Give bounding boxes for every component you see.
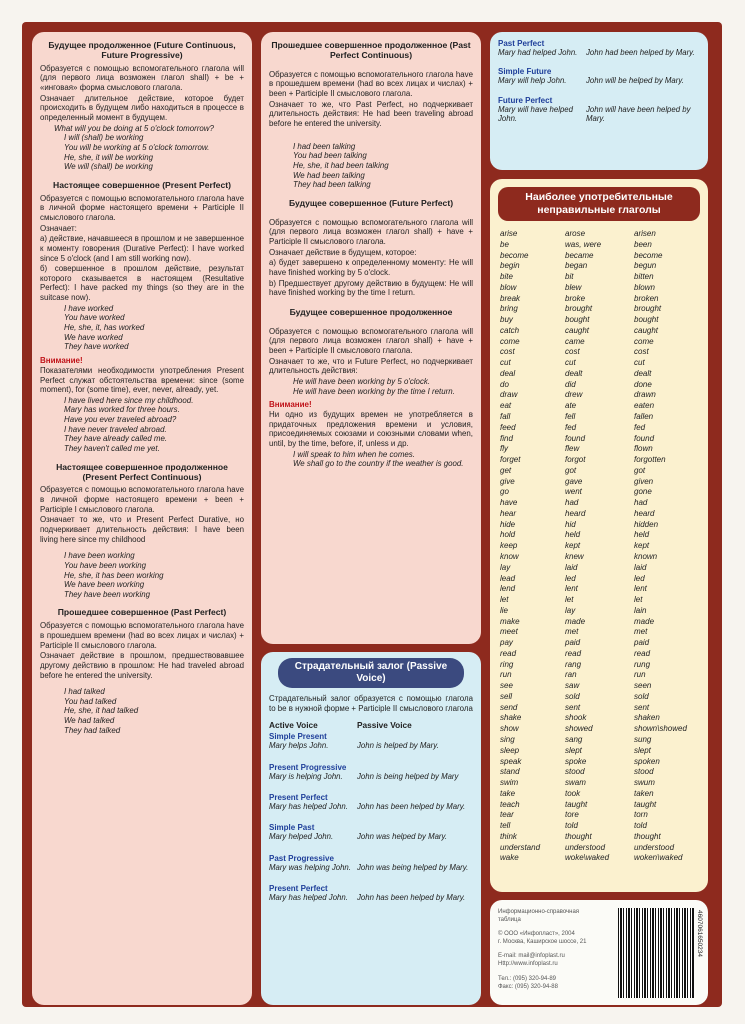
verb-form: found: [565, 433, 586, 443]
verb-form: heard: [565, 508, 586, 518]
verb-form: sold: [565, 691, 580, 701]
verb-form: brought: [565, 304, 593, 314]
info-line: г. Москва, Каширское шоссе, 21: [498, 939, 587, 946]
verb-form: take: [500, 788, 516, 798]
passive-example: John had been helped by Mary.: [586, 48, 695, 57]
verb-form: have: [500, 498, 518, 508]
verb-form: forgot: [565, 455, 586, 465]
verb-form: swim: [500, 778, 519, 788]
verb-form: fly: [500, 444, 508, 454]
verb-form: heard: [634, 508, 655, 518]
verb-form: eaten: [634, 401, 655, 411]
verb-form: sold: [634, 691, 649, 701]
verb-form: blew: [565, 282, 582, 292]
panel-irregular-verbs: [490, 179, 708, 892]
verb-form: given: [634, 476, 654, 486]
verb-form: let: [565, 595, 574, 605]
verb-form: swam: [565, 778, 586, 788]
verb-form: show: [500, 724, 519, 734]
info-line: Http://www.infoplast.ru: [498, 961, 558, 968]
barcode-number: 4607061650234: [696, 910, 703, 957]
verb-form: seen: [634, 681, 652, 691]
verb-form: bought: [565, 315, 590, 325]
text: Образуется с помощью вспомогательного глагола have в личной форме настоящего времени + Participle II смыслового глагола.: [40, 193, 244, 222]
verb-form: meet: [500, 627, 518, 637]
verb-form: stood: [634, 767, 654, 777]
verb-form: been: [634, 239, 652, 249]
verb-form: rang: [565, 659, 582, 669]
verb-form: let: [500, 595, 509, 605]
verb-form: catch: [500, 325, 520, 335]
verb-form: got: [634, 465, 646, 475]
verb-form: come: [634, 336, 654, 346]
example: We shall go to the country if the weather is good.: [293, 459, 464, 469]
verb-form: kept: [565, 541, 581, 551]
text: Ни одно из будущих времен не употребляется в придаточных предложения времени и условия, присоединяемых союзами и союзными словами when, until, by the time, before, if, unless и др.: [269, 410, 473, 449]
tense-name: Future Perfect: [498, 95, 553, 105]
text: Образуется с помощью вспомогательного глагола will (для первого лица возможен глагол shall) + have + Participle II смыслового глагола.: [269, 217, 473, 246]
verb-form: sent: [634, 702, 650, 712]
past-simple-column: [565, 229, 609, 864]
barcode: [618, 908, 694, 998]
passive-example: John will be helped by Mary.: [586, 76, 684, 86]
verb-form: got: [565, 465, 577, 475]
passive-example: John will have been helped by Mary.: [586, 104, 691, 124]
verb-form: arise: [500, 229, 518, 238]
verb-form: drew: [565, 390, 583, 400]
verb-form: made: [634, 616, 655, 626]
panel-passive-voice: [261, 652, 481, 1005]
verb-form: blow: [500, 282, 517, 292]
verb-form: bit: [565, 272, 574, 282]
example: They had talked: [64, 725, 121, 735]
verb-form: woke\waked: [565, 853, 610, 863]
text: Образуется с помощью вспомогательного глагола have в прошедшем времени (had во всех лицах и числах) + Participle II смыслового глагола.: [40, 621, 244, 650]
verb-form: tell: [500, 821, 511, 831]
verb-form: bitten: [634, 272, 654, 282]
verb-form: told: [634, 821, 647, 831]
heading-future-perfect: Будущее совершенное (Future Perfect): [288, 197, 454, 208]
verb-form: buy: [500, 315, 513, 325]
passive-example: John has been helped by Mary.: [357, 892, 466, 902]
verb-form: rung: [634, 659, 651, 669]
verb-form: ate: [565, 401, 577, 411]
active-example: Mary helped John.: [269, 832, 334, 842]
verb-form: torn: [634, 810, 648, 820]
tense-name: Past Progressive: [269, 853, 334, 863]
verb-form: arisen: [634, 229, 656, 238]
verb-form: broken: [634, 293, 659, 303]
example: I have worked: [64, 303, 114, 313]
example: You had talked: [64, 696, 117, 706]
verb-form: fallen: [634, 412, 654, 422]
verb-form: kept: [634, 541, 650, 551]
example: He will have been working by the time I return.: [293, 386, 455, 396]
verb-form: dealt: [634, 368, 652, 378]
verb-form: run: [634, 670, 646, 680]
verb-form: deal: [500, 368, 516, 378]
verb-form: arose: [565, 229, 586, 238]
verb-form: stand: [500, 767, 520, 777]
tense-name: Past Perfect: [498, 39, 545, 48]
verb-form: hid: [565, 519, 576, 529]
panel-publisher-info: [490, 900, 708, 1005]
verb-form: flown: [634, 444, 653, 454]
verb-form: saw: [565, 681, 580, 691]
verb-form: do: [500, 379, 509, 389]
verb-form: bring: [500, 304, 518, 314]
infinitive-column: [500, 229, 540, 864]
text: Означает то же, что и Present Perfect Durative, но подчеркивает длительность действия: I have been living here since my childhood: [40, 515, 244, 544]
example: What will you be doing at 5 o'clock tomorrow?: [54, 123, 214, 133]
verb-form: met: [565, 627, 579, 637]
tense-name: Simple Past: [269, 823, 315, 833]
example: They haven't called me yet.: [64, 444, 160, 454]
verb-form: taken: [634, 788, 654, 798]
verb-form: slept: [634, 745, 651, 755]
past-participle-column: [634, 229, 687, 864]
verb-form: fall: [500, 412, 511, 422]
tense-name: Present Perfect: [269, 792, 328, 802]
verb-form: sent: [565, 702, 581, 712]
example: I have never traveled abroad.: [64, 424, 167, 434]
verb-form: went: [565, 487, 582, 497]
verb-form: find: [500, 433, 513, 443]
verb-form: hide: [500, 519, 516, 529]
verb-form: flew: [565, 444, 580, 454]
verb-form: forget: [500, 455, 521, 465]
verb-form: forgotten: [634, 455, 666, 465]
verb-form: found: [634, 433, 655, 443]
verb-form: bought: [634, 315, 659, 325]
verb-form: sing: [500, 734, 515, 744]
active-example: Mary helps John.: [269, 741, 329, 751]
example: We had talked: [64, 716, 115, 726]
verb-form: caught: [565, 325, 590, 335]
verb-form: fed: [634, 422, 646, 432]
verb-form: send: [500, 702, 518, 712]
verb-form: dealt: [565, 368, 583, 378]
irregular-verbs-title: Наиболее употребительные неправильные глаголы: [498, 187, 700, 221]
text: b) Предшествует другому действию в будущем: He will have finished working by the time I return.: [269, 278, 473, 298]
verb-form: lent: [634, 584, 647, 594]
verb-form: be: [500, 239, 509, 249]
verb-form: spoken: [634, 756, 660, 766]
verb-form: give: [500, 476, 515, 486]
verb-form: begun: [634, 261, 657, 271]
verb-form: brought: [634, 304, 662, 314]
verb-form: bite: [500, 272, 513, 282]
example: They had been talking: [293, 180, 371, 190]
example: We will (shall) be working: [64, 162, 153, 172]
verb-form: feed: [500, 422, 516, 432]
verb-form: was, were: [565, 239, 602, 249]
verb-form: fed: [565, 422, 577, 432]
example: You have been working: [64, 560, 147, 570]
example: He, she, it had been talking: [293, 160, 389, 170]
verb-form: read: [500, 648, 517, 658]
verb-form: caught: [634, 325, 659, 335]
verb-form: done: [634, 379, 652, 389]
verb-form: lead: [500, 573, 516, 583]
verb-form: thought: [634, 831, 661, 841]
info-line: © ООО «Инфопласт», 2004: [498, 931, 575, 938]
verb-form: led: [565, 573, 576, 583]
verb-form: took: [565, 788, 581, 798]
verb-form: led: [634, 573, 645, 583]
tense-name: Simple Present: [269, 732, 327, 742]
verb-form: became: [565, 250, 594, 260]
verb-form: slept: [565, 745, 582, 755]
example: He, she, it has been working: [64, 570, 164, 580]
verb-form: speak: [500, 756, 522, 766]
example: I have been working: [64, 551, 135, 561]
verb-form: wake: [500, 853, 519, 863]
example: They have worked: [64, 342, 129, 352]
verb-form: lay: [500, 562, 511, 572]
verb-form: showed: [565, 724, 593, 734]
heading-past-perfect: Прошедшее совершенное (Past Perfect): [57, 607, 227, 618]
verb-form: hear: [500, 508, 517, 518]
example: We had been talking: [293, 170, 365, 180]
verb-form: draw: [500, 390, 518, 400]
example: You have worked: [64, 313, 125, 323]
column-header-passive: Passive Voice: [357, 720, 412, 731]
text: а) действие, начавшееся в прошлом и не завершенное к моменту говорения (Durative Perfect): I have worked since 5 o'clock (and I am still working now).: [40, 234, 244, 263]
verb-form: lay: [565, 605, 576, 615]
verb-form: had: [634, 498, 648, 508]
verb-form: understood: [634, 842, 675, 852]
verb-form: understand: [500, 842, 541, 852]
verb-form: laid: [565, 562, 578, 572]
verb-form: blown: [634, 282, 655, 292]
example: They have been working: [64, 589, 150, 599]
verb-form: sleep: [500, 745, 520, 755]
verb-form: let: [634, 595, 643, 605]
verb-form: knew: [565, 551, 584, 561]
verb-form: hidden: [634, 519, 659, 529]
info-line: Факс: (095) 320-94-88: [498, 983, 558, 990]
example: He, she, it, has worked: [64, 323, 145, 332]
active-example: Mary is helping John.: [269, 771, 343, 781]
verb-form: met: [634, 627, 648, 637]
verb-form: know: [500, 551, 519, 561]
verb-form: did: [565, 379, 576, 389]
verb-form: understood: [565, 842, 606, 852]
passive-voice-title: Страдательный залог (Passive Voice): [278, 658, 464, 688]
verb-form: teach: [500, 799, 520, 809]
verb-form: taught: [634, 799, 657, 809]
text: Образуется с помощью вспомогательного глагола will (для первого лица возможен глагол shall) + be + «инговая» форма смыслового глагола.: [40, 63, 244, 93]
passive-example: John was helped by Mary.: [357, 832, 447, 842]
info-line: Тел.: (095) 320-94-89: [498, 975, 556, 982]
example: I will speak to him when he comes.: [293, 449, 415, 459]
verb-form: held: [565, 530, 581, 540]
verb-form: cost: [634, 347, 649, 357]
active-example: Mary was helping John.: [269, 862, 351, 872]
text: Означает длительное действие, которое будет происходить в будущем либо находиться в процессе в определенный момент в будущем.: [40, 93, 244, 122]
panel-col2: [261, 32, 481, 644]
verb-form: had: [565, 498, 579, 508]
verb-form: pay: [500, 638, 513, 648]
verb-form: shaken: [634, 713, 660, 723]
passive-example: John is helped by Mary.: [357, 741, 439, 751]
verb-form: swum: [634, 778, 655, 788]
verb-form: become: [634, 250, 663, 260]
verb-form: think: [500, 831, 517, 841]
active-example: Mary will help John.: [498, 76, 567, 86]
verb-form: tear: [500, 810, 514, 820]
verb-form: known: [634, 551, 658, 561]
verb-form: gone: [634, 487, 652, 497]
example: You will be working at 5 o'clock tomorrow.: [64, 142, 210, 152]
verb-form: eat: [500, 401, 512, 411]
example: He, she, it had talked: [64, 706, 139, 716]
verb-form: cut: [500, 358, 511, 368]
verb-form: lain: [634, 605, 647, 615]
verb-form: begin: [500, 261, 520, 271]
info-line: E-mail: mail@infoplast.ru: [498, 953, 565, 960]
passive-example: John has been helped by Mary.: [357, 801, 466, 811]
verb-form: shown\showed: [634, 724, 687, 734]
text: Образуется с помощью вспомогательного глагола have в личной форме настоящего времени + been + Participle I смыслового глагола.: [40, 485, 244, 514]
verb-form: made: [565, 616, 586, 626]
example: He, she, it will be working: [64, 152, 154, 162]
heading-future-continuous: Будущее продолженное (Future Continuous, Future Progressive): [48, 40, 236, 60]
info-line: Информационно-справочная: [498, 909, 580, 915]
verb-form: read: [565, 648, 582, 658]
verb-form: woken\waked: [634, 853, 683, 863]
tense-name: Present Progressive: [269, 762, 347, 772]
heading-present-perfect-continuous: Настоящее совершенное продолженное (Present Perfect Continuous): [56, 461, 228, 482]
verb-form: paid: [565, 638, 581, 648]
verb-form: run: [500, 670, 512, 680]
verb-form: drawn: [634, 390, 656, 400]
verb-form: keep: [500, 541, 518, 551]
verb-form: broke: [565, 293, 586, 303]
example: We have been working: [64, 580, 145, 590]
example: I had talked: [64, 687, 105, 697]
example: We have worked: [64, 332, 123, 342]
verb-form: thought: [565, 831, 592, 841]
verb-form: lie: [500, 605, 509, 615]
tense-name: Simple Future: [498, 67, 552, 77]
text: Страдательный залог образуется с помощью глагола to be в нужной форме + Participle II смыслового глагола: [269, 694, 473, 713]
verb-form: see: [500, 681, 513, 691]
text: Означает действие в прошлом, предшествовавшее другому действию в прошлом: He had traveled abroad before he entered the university.: [40, 651, 244, 680]
verb-form: began: [565, 261, 588, 271]
verb-form: cut: [565, 358, 576, 368]
panel-col1: [32, 32, 252, 1005]
irregular-verbs-table: [500, 229, 700, 879]
verb-form: lent: [565, 584, 578, 594]
warning-label: Внимание!: [269, 400, 312, 410]
warning-label: Внимание!: [40, 355, 83, 365]
verb-form: tore: [565, 810, 579, 820]
verb-form: sung: [634, 734, 652, 744]
verb-form: fell: [565, 412, 576, 422]
active-example: Mary will have helped John.: [498, 104, 573, 124]
verb-form: go: [500, 487, 509, 497]
verb-form: ran: [565, 670, 577, 680]
active-example: Mary has helped John.: [269, 892, 348, 902]
text: Образуется с помощью вспомогательного глагола will (для первого лица возможен глагол shall) + have + been + Participle II смыслового глагола.: [269, 326, 473, 355]
text: Означает:: [40, 223, 77, 233]
text: Образуется с помощью вспомогательного глагола have в прошедшем времени (had во всех лицах и числах) + been + Participle II смыслового глагола.: [269, 69, 473, 99]
example: I will (shall) be working: [64, 133, 144, 143]
verb-form: break: [500, 293, 521, 303]
verb-form: cut: [634, 358, 645, 368]
verb-form: ring: [500, 659, 514, 669]
example: Have you ever traveled abroad?: [64, 415, 177, 425]
column-header-active: Active Voice: [269, 720, 318, 731]
passive-example: John was being helped by Mary.: [357, 862, 469, 872]
verb-form: paid: [634, 638, 650, 648]
heading-future-perfect-continuous: Будущее совершенное продолженное: [289, 306, 453, 317]
heading-present-perfect: Настоящее совершенное (Present Perfect): [53, 179, 231, 190]
example: You had been talking: [293, 151, 367, 161]
heading-past-perfect-continuous: Прошедшее совершенное продолженное (Past Perfect Continuous): [271, 40, 471, 60]
example: I had been talking: [293, 141, 356, 151]
verb-form: become: [500, 250, 529, 260]
verb-form: taught: [565, 799, 588, 809]
text: Означает действие в будущем, которое:: [269, 247, 417, 257]
verb-form: read: [634, 648, 651, 658]
verb-form: laid: [634, 562, 647, 572]
verb-form: told: [565, 821, 578, 831]
passive-example: John is being helped by Mary: [357, 771, 459, 781]
active-example: Mary had helped John.: [498, 48, 578, 57]
text: б) совершенное в прошлом действие, результат которого сказывается в настоящем (Resultative Perfect): I have packed my things (so they are in the suitcase now).: [40, 264, 244, 303]
active-example: Mary has helped John.: [269, 801, 348, 811]
example: He will have been working by 5 o'clock.: [293, 376, 431, 386]
text: Показателями необходимости употребления Present Perfect служат обстоятельства времени: since (some moment), for (some time), ever, never, already, yet.: [40, 365, 244, 395]
text: Означает то же, что Past Perfect, но подчеркивает длительность действия: He had been traveling abroad before he entered the university.: [269, 99, 473, 128]
verb-form: shook: [565, 713, 587, 723]
verb-form: gave: [565, 476, 583, 486]
verb-form: came: [565, 336, 585, 346]
info-line: таблица: [498, 917, 521, 924]
verb-form: lend: [500, 584, 516, 594]
verb-form: sell: [500, 691, 513, 701]
verb-form: stood: [565, 767, 585, 777]
verb-form: cost: [500, 347, 515, 357]
verb-form: come: [500, 336, 520, 346]
verb-form: held: [634, 530, 650, 540]
verb-form: sang: [565, 734, 583, 744]
text: а) будет завершено к определенному моменту: He will have finished working by 5 o'clock.: [269, 258, 473, 277]
verb-form: cost: [565, 347, 580, 357]
example: Mary has worked for three hours.: [64, 405, 180, 415]
panel-passive-continued: [490, 32, 708, 170]
verb-form: make: [500, 616, 520, 626]
verb-form: spoke: [565, 756, 587, 766]
verb-form: shake: [500, 713, 522, 723]
example: I have lived here since my childhood.: [64, 395, 194, 405]
verb-form: hold: [500, 530, 516, 540]
text: Означает то же, что и Future Perfect, но подчеркивает длительность действия:: [269, 356, 473, 376]
verb-form: get: [500, 465, 512, 475]
tense-name: Present Perfect: [269, 883, 328, 893]
example: They have already called me.: [64, 434, 168, 444]
